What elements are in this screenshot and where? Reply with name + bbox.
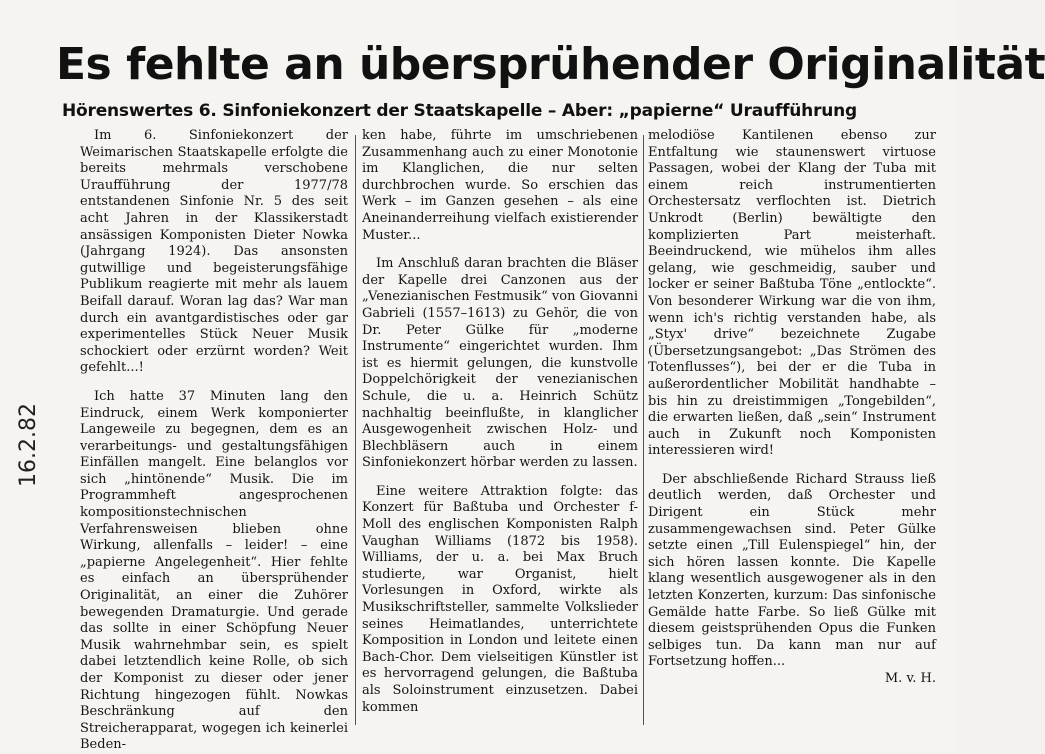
paragraph: Ich hatte 37 Minuten lang den Eindruck, einem Werk komponierter Langeweile zu begegnen, dem es an verarbeitungs- und gestaltungsfähigen Einfällen mangelt. Eine belanglos vor sich „hintönende“ Musik. Die im Programmheft angesprochenen kompositionstechnischen Verfahrensweisen blieben ohne Wirkung, allenfalls – leider! – eine „papierne Angelegenheit“. Hier fehlte es einfach an übersprühender Originalität, an einer die Zuhörer bewegenden Dramaturgie. Und gerade das sollte in einer Schöpfung Neuer Musik wahrnehmbar sein, es spielt dabei letztendlich keine Rolle, ob sich der Komponist zu dieser oder jener Richtung hingezogen fühlt. Nowkas Beschränkung auf den Streicherapparat, wogegen ich keinerlei Beden-	[80, 388, 348, 753]
paragraph: ken habe, führte im umschriebenen Zusammenhang auch zu einer Monotonie im Klanglichen, die nur selten durchbrochen wurde. So erschien das Werk – im Ganzen gesehen – als eine Aneinanderreihung vielfach existierender Muster...	[362, 128, 638, 243]
paragraph: Im Anschluß daran brachten die Bläser der Kapelle drei Canzonen aus der „Venezianischen Festmusik“ von Giovanni Gabrieli (1557–1613) zu Gehör, die von Dr. Peter Gülke für „moderne Instrumente“ eingerichtet wurden. Ihm ist es hiermit gelungen, die kunstvolle Doppelchörigkeit der venezianischen Schule, die u. a. Heinrich Schütz nachhaltig beeinflußte, in klanglicher Ausgewogenheit zwischen Holz- und Blechbläsern auch in einem Sinfoniekonzert hörbar werden zu lassen.	[362, 256, 638, 471]
paragraph: Der abschließende Richard Strauss ließ deutlich werden, daß Orchester und Dirigent ein Stück mehr zusammengewachsen sind. Peter Gülke setzte einen „Till Eulenspiegel“ hin, der sich hören lassen konnte. Die Kapelle klang wesentlich ausgewogener als in den letzten Konzerten, kurzum: Das sinfonische Gemälde hatte Farbe. So ließ Gülke mit diesem geistsprühenden Opus die Funken selbiges tun. Da kann man nur auf Fortsetzung hoffen...	[648, 471, 936, 670]
headline: Es fehlte an übersprühender Originalität	[56, 39, 1045, 90]
handwritten-date-note	[4, 380, 44, 510]
article-column-3	[648, 128, 936, 728]
column-divider	[643, 135, 644, 725]
column-divider	[355, 135, 356, 725]
paragraph: melodiöse Kantilenen ebenso zur Entfaltung wie staunenswert virtuose Passagen, wobei der Klang der Tuba mit einem reich instrumentierten Orchestersatz verflochten ist. Dietrich Unkrodt (Berlin) bewältigte den komplizierten Part meisterhaft. Beeindruckend, wie mühelos ihm alles gelang, wie geschmeidig, sauber und locker er seiner Baßtuba Töne „entlockte“. Von besonderer Wirkung war die von ihm, wenn ich's richtig verstanden habe, als „Styx' drive“ bezeichnete Zugabe (Übersetzungsangebot: „Das Strömen des Totenflusses“), bei der er die Tuba in außerordentlicher Mobilität handhabte – bis hin zu dreistimmigen „Tongebilden“, die erwarten ließen, daß „sein“ Instrument auch in Zukunft noch Komponisten interessieren wird!	[648, 128, 936, 459]
article-column-1	[80, 128, 348, 753]
article-column-2	[362, 128, 638, 728]
paragraph: Im 6. Sinfoniekonzert der Weimarischen Staatskapelle erfolgte die bereits mehrmals verschobene Uraufführung der 1977/78 entstandenen Sinfonie Nr. 5 des seit acht Jahren in der Klassikerstadt ansässigen Komponisten Dieter Nowka (Jahrgang 1924). Das ansonsten gutwillige und begeisterungsfähige Publikum reagierte mit mehr als lauem Beifall darauf. Woran lag das? War man durch ein avantgardistisches oder gar experimentelles Stück Neuer Musik schockiert oder erzürnt worden? Weit gefehlt...!	[80, 128, 348, 376]
handwritten-date: 16.2.82	[16, 403, 41, 487]
subheadline: Hörenswertes 6. Sinfoniekonzert der Staatskapelle – Aber: „papierne“ Uraufführung	[62, 101, 858, 121]
paragraph: Eine weitere Attraktion folgte: das Konzert für Baßtuba und Orchester f-Moll des englischen Komponisten Ralph Vaughan Williams (1872 bis 1958). Williams, der u. a. bei Max Bruch studierte, war Organist, hielt Vorlesungen in Oxford, wirkte als Musikschriftsteller, sammelte Volkslieder seines Heimatlandes, unterrichtete Komposition in London und leitete einen Bach-Chor. Dem vielseitigen Künstler ist es hervorragend gelungen, die Baßtuba als Soloinstrument einzusetzen. Dabei kommen	[362, 483, 638, 715]
author-signature: M. v. H.	[884, 671, 936, 686]
